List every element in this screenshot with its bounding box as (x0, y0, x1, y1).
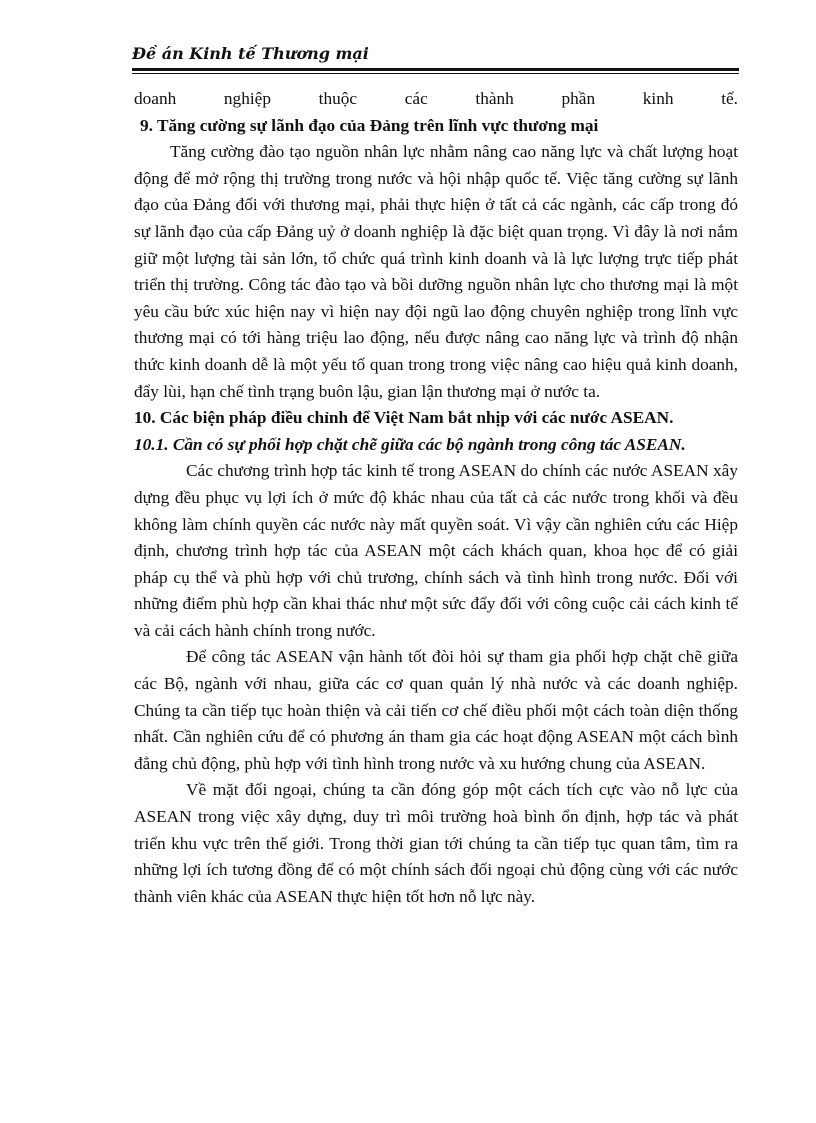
section-heading-9: 9. Tăng cường sự lãnh đạo của Đảng trên lĩnh vực thương mại (140, 115, 599, 135)
paragraph-10-1-a: Các chương trình hợp tác kinh tế trong ASEAN do chính các nước ASEAN xây dựng đều phục vụ lợi ích ở mức độ khác nhau của tất cả các nước trong khối và đều không làm chính quyền các nước này mất quyền soát. Vì vậy cần nghiên cứu các Hiệp định, chương trình hợp tác của ASEAN một cách khách quan, khoa học để có giải pháp cụ thể và phù hợp với chủ trương, chính sách và tình hình trong nước. Đối với những điểm phù hợp cần khai thác như một sức đẩy đối với công cuộc cải cách kinh tế và cải cách hành chính trong nước. (134, 461, 738, 640)
header-rule-thin (132, 73, 739, 74)
paragraph-10-1-c: Về mặt đối ngoại, chúng ta cần đóng góp một cách tích cực vào nỗ lực của ASEAN trong việc xây dựng, duy trì môi trường hoà bình ổn định, hợp tác và phát triển khu vực trên thế giới. Trong thời gian tới chúng ta cần tiếp tục quan tâm, tìm ra những lợi ích tương đồng để có một chính sách đối ngoại chủ động cùng với các nước thành viên khác của ASEAN thực hiện tốt hơn nỗ lực này. (134, 780, 738, 906)
paragraph-10-1-b: Để công tác ASEAN vận hành tốt đòi hỏi sự tham gia phối hợp chặt chẽ giữa các Bộ, ngành với nhau, giữa các cơ quan quản lý nhà nước và các doanh nghiệp. Chúng ta cần tiếp tục hoàn thiện và cải tiến cơ chế điều phối một cách toàn diện thống nhất. Cần nghiên cứu để có phương án tham gia các hoạt động ASEAN một cách bình đẳng chủ động, phù hợp với tình hình trong nước và xu hướng chung của ASEAN. (134, 647, 738, 773)
paragraph-section-9: Tăng cường đào tạo nguồn nhân lực nhằm nâng cao năng lực và chất lượng hoạt động để mở rộng thị trường trong nước và hội nhập quốc tế. Việc tăng cường sự lãnh đạo của Đảng đối với thương mại, phải thực hiện ở tất cả các ngành, các cấp trong đó sự lãnh đạo của cấp Đảng uỷ ở doanh nghiệp là đặc biệt quan trọng. Vì đây là nơi nắm giữ một lượng tài sản lớn, tổ chức quá trình kinh doanh và là lực lượng trực tiếp phát triển thị trường. Công tác đào tạo và bồi dưỡng nguồn nhân lực cho thương mại là một yêu cầu bức xúc hiện nay vì hiện nay đội ngũ lao động chuyên nghiệp trong lĩnh vực thương mại có tới hàng triệu lao động, nếu được nâng cao năng lực và trình độ nhận thức kinh doanh dễ là một yếu tố quan trong trong việc nâng cao hiệu quả kinh doanh, đẩy lùi, hạn chế tình trạng buôn lậu, gian lận thương mại ở nước ta. (134, 142, 738, 401)
continued-line: doanh nghiệp thuộc các thành phần kinh tế. (134, 89, 738, 108)
header-rule-thick (132, 68, 739, 71)
running-header: Đề án Kinh tế Thương mại (132, 44, 369, 63)
section-heading-10: 10. Các biện pháp điều chỉnh để Việt Nam bắt nhịp với các nước ASEAN. (134, 408, 674, 428)
subsection-heading-10-1: 10.1. Cần có sự phối hợp chặt chẽ giữa các bộ ngành trong công tác ASEAN. (134, 434, 686, 454)
document-body (134, 86, 738, 910)
